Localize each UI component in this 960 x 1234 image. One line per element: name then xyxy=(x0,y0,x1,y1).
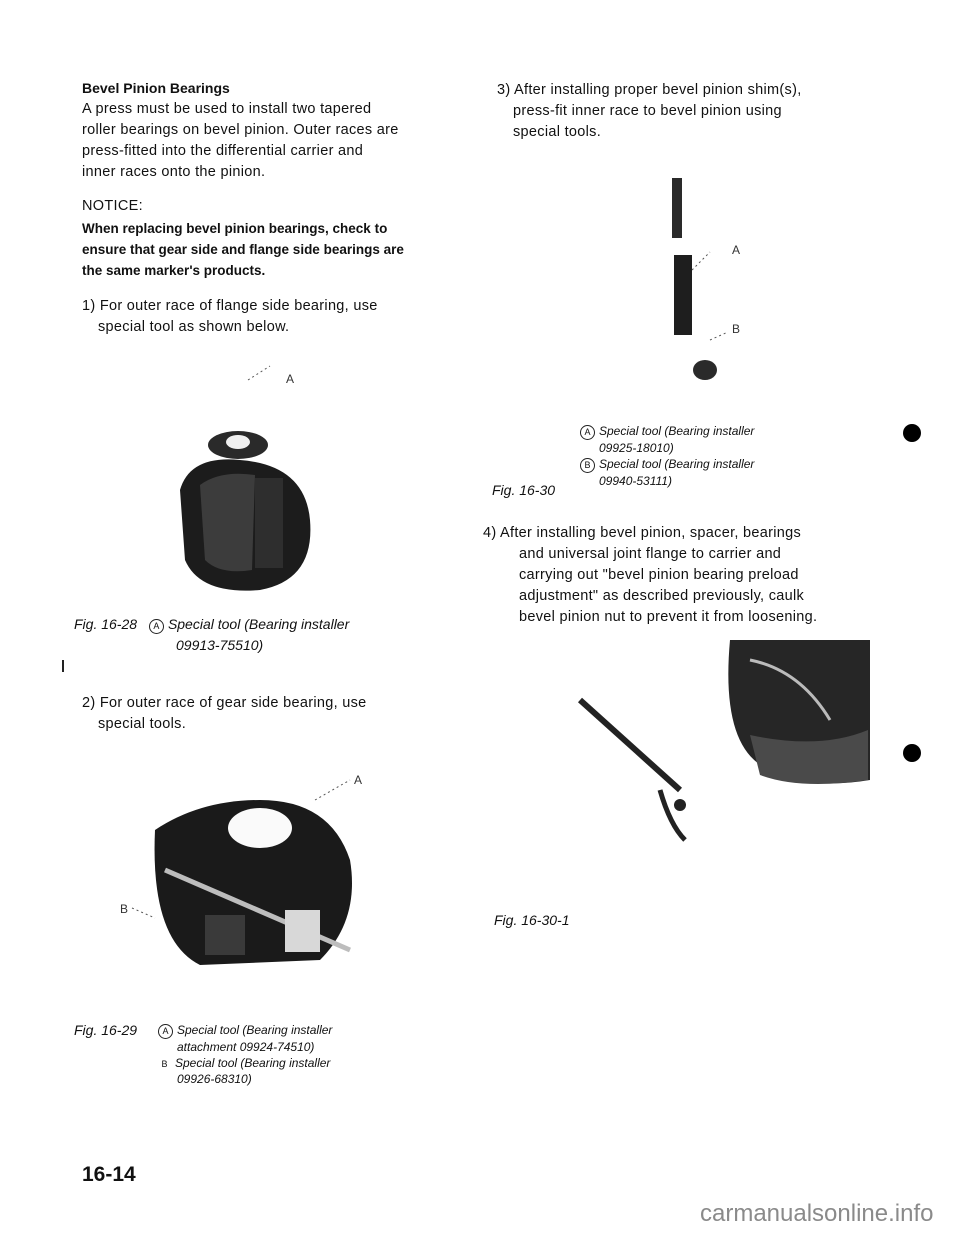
bearing-installer-photo xyxy=(160,360,320,600)
installer-block xyxy=(205,915,245,955)
tool-highlight xyxy=(200,474,255,572)
step-line: adjustment" as described previously, caulk xyxy=(519,588,805,604)
fig-16-30-1-label: Fig. 16-30-1 xyxy=(494,912,570,928)
fig-label: Fig. 16-28 xyxy=(74,616,138,632)
fig-16-30-label: Fig. 16-30 xyxy=(492,482,556,498)
legend-line: attachment 09924-74510) xyxy=(177,1040,315,1054)
intro-line: roller bearings on bevel pinion. Outer races are xyxy=(82,122,399,138)
step-line: and universal joint flange to carrier and xyxy=(519,546,782,562)
callout-line xyxy=(248,366,270,380)
marker-b: B xyxy=(161,1059,168,1069)
step-2 xyxy=(82,693,367,735)
fig-16-29-label: Fig. 16-29 xyxy=(74,1022,138,1038)
step-3 xyxy=(497,80,877,143)
marker-b: B xyxy=(580,458,595,473)
step-line: bevel pinion nut to prevent it from loosening. xyxy=(519,609,818,625)
step-line: special tools. xyxy=(513,124,602,140)
tool-top-hole xyxy=(226,435,250,449)
caulking-photo xyxy=(500,640,870,880)
caption-line: Special tool (Bearing installer xyxy=(167,616,350,632)
notice-line: ensure that gear side and flange side bearings are xyxy=(82,242,404,257)
step-line: 3) After installing proper bevel pinion shim(s), xyxy=(497,82,802,98)
step-line: 2) For outer race of gear side bearing, use xyxy=(82,695,367,711)
caption-line: 09913-75510) xyxy=(176,637,264,653)
gear-side-installer-photo xyxy=(110,770,390,980)
tool-b-shape xyxy=(674,255,692,335)
punch-tool xyxy=(580,700,680,790)
notice-title: NOTICE: xyxy=(82,198,143,214)
margin-bullet xyxy=(903,424,921,442)
nut-shape xyxy=(674,799,686,811)
step-line: carrying out "bevel pinion bearing preload xyxy=(519,567,799,583)
intro-paragraph xyxy=(82,99,452,183)
legend-line: Special tool (Bearing installer xyxy=(177,1023,333,1037)
step-4 xyxy=(483,523,883,628)
intro-line: inner races onto the pinion. xyxy=(82,164,266,180)
fig-16-30-legend xyxy=(580,423,754,489)
installer-insert xyxy=(285,910,320,952)
step-line: press-fit inner race to bevel pinion using xyxy=(513,103,782,119)
page-number: 16-14 xyxy=(82,1163,136,1186)
callout-b-label: B xyxy=(732,322,741,336)
installer-opening xyxy=(228,808,292,848)
step-line: special tool as shown below. xyxy=(98,319,290,335)
tool-base-shape xyxy=(693,360,717,380)
fig-16-28-caption xyxy=(74,614,349,656)
step-line: special tools. xyxy=(98,716,187,732)
callout-line-b xyxy=(132,908,155,918)
callout-line-b xyxy=(710,332,728,340)
margin-bullet xyxy=(903,744,921,762)
intro-line: A press must be used to install two tapered xyxy=(82,101,372,117)
marker-a: A xyxy=(149,619,164,634)
legend-line: 09940-53111) xyxy=(599,474,672,488)
tool-a-shape xyxy=(672,178,682,238)
margin-mark xyxy=(62,660,64,672)
legend-line: Special tool (Bearing installer xyxy=(175,1056,331,1070)
legend-line: 09925-18010) xyxy=(599,441,674,455)
legend-line: 09926-68310) xyxy=(177,1072,252,1086)
hammer-shape xyxy=(660,790,685,840)
step-line: 4) After installing bevel pinion, spacer, bearings xyxy=(483,525,802,541)
callout-a-label: A xyxy=(354,773,363,787)
marker-a: A xyxy=(158,1024,173,1039)
intro-line: press-fitted into the differential carrier and xyxy=(82,143,364,159)
legend-line: Special tool (Bearing installer xyxy=(599,424,755,438)
callout-a-label: A xyxy=(286,372,295,386)
tool-shaft xyxy=(255,478,283,568)
notice-text xyxy=(82,218,462,281)
step-line: 1) For outer race of flange side bearing, use xyxy=(82,298,378,314)
section-heading: Bevel Pinion Bearings xyxy=(82,80,230,96)
watermark-text: carmanualsonline.info xyxy=(700,1200,934,1227)
fig-16-29-legend xyxy=(158,1022,332,1087)
callout-line-a xyxy=(315,780,350,800)
callout-line-a xyxy=(692,252,710,270)
callout-b-label: B xyxy=(120,902,129,916)
notice-line: When replacing bevel pinion bearings, check to xyxy=(82,221,388,236)
marker-a: A xyxy=(580,425,595,440)
notice-line: the same marker's products. xyxy=(82,263,266,278)
callout-a-label: A xyxy=(732,243,741,257)
legend-line: Special tool (Bearing installer xyxy=(599,457,755,471)
step-1 xyxy=(82,296,378,338)
inner-race-installer-photo xyxy=(650,160,790,410)
